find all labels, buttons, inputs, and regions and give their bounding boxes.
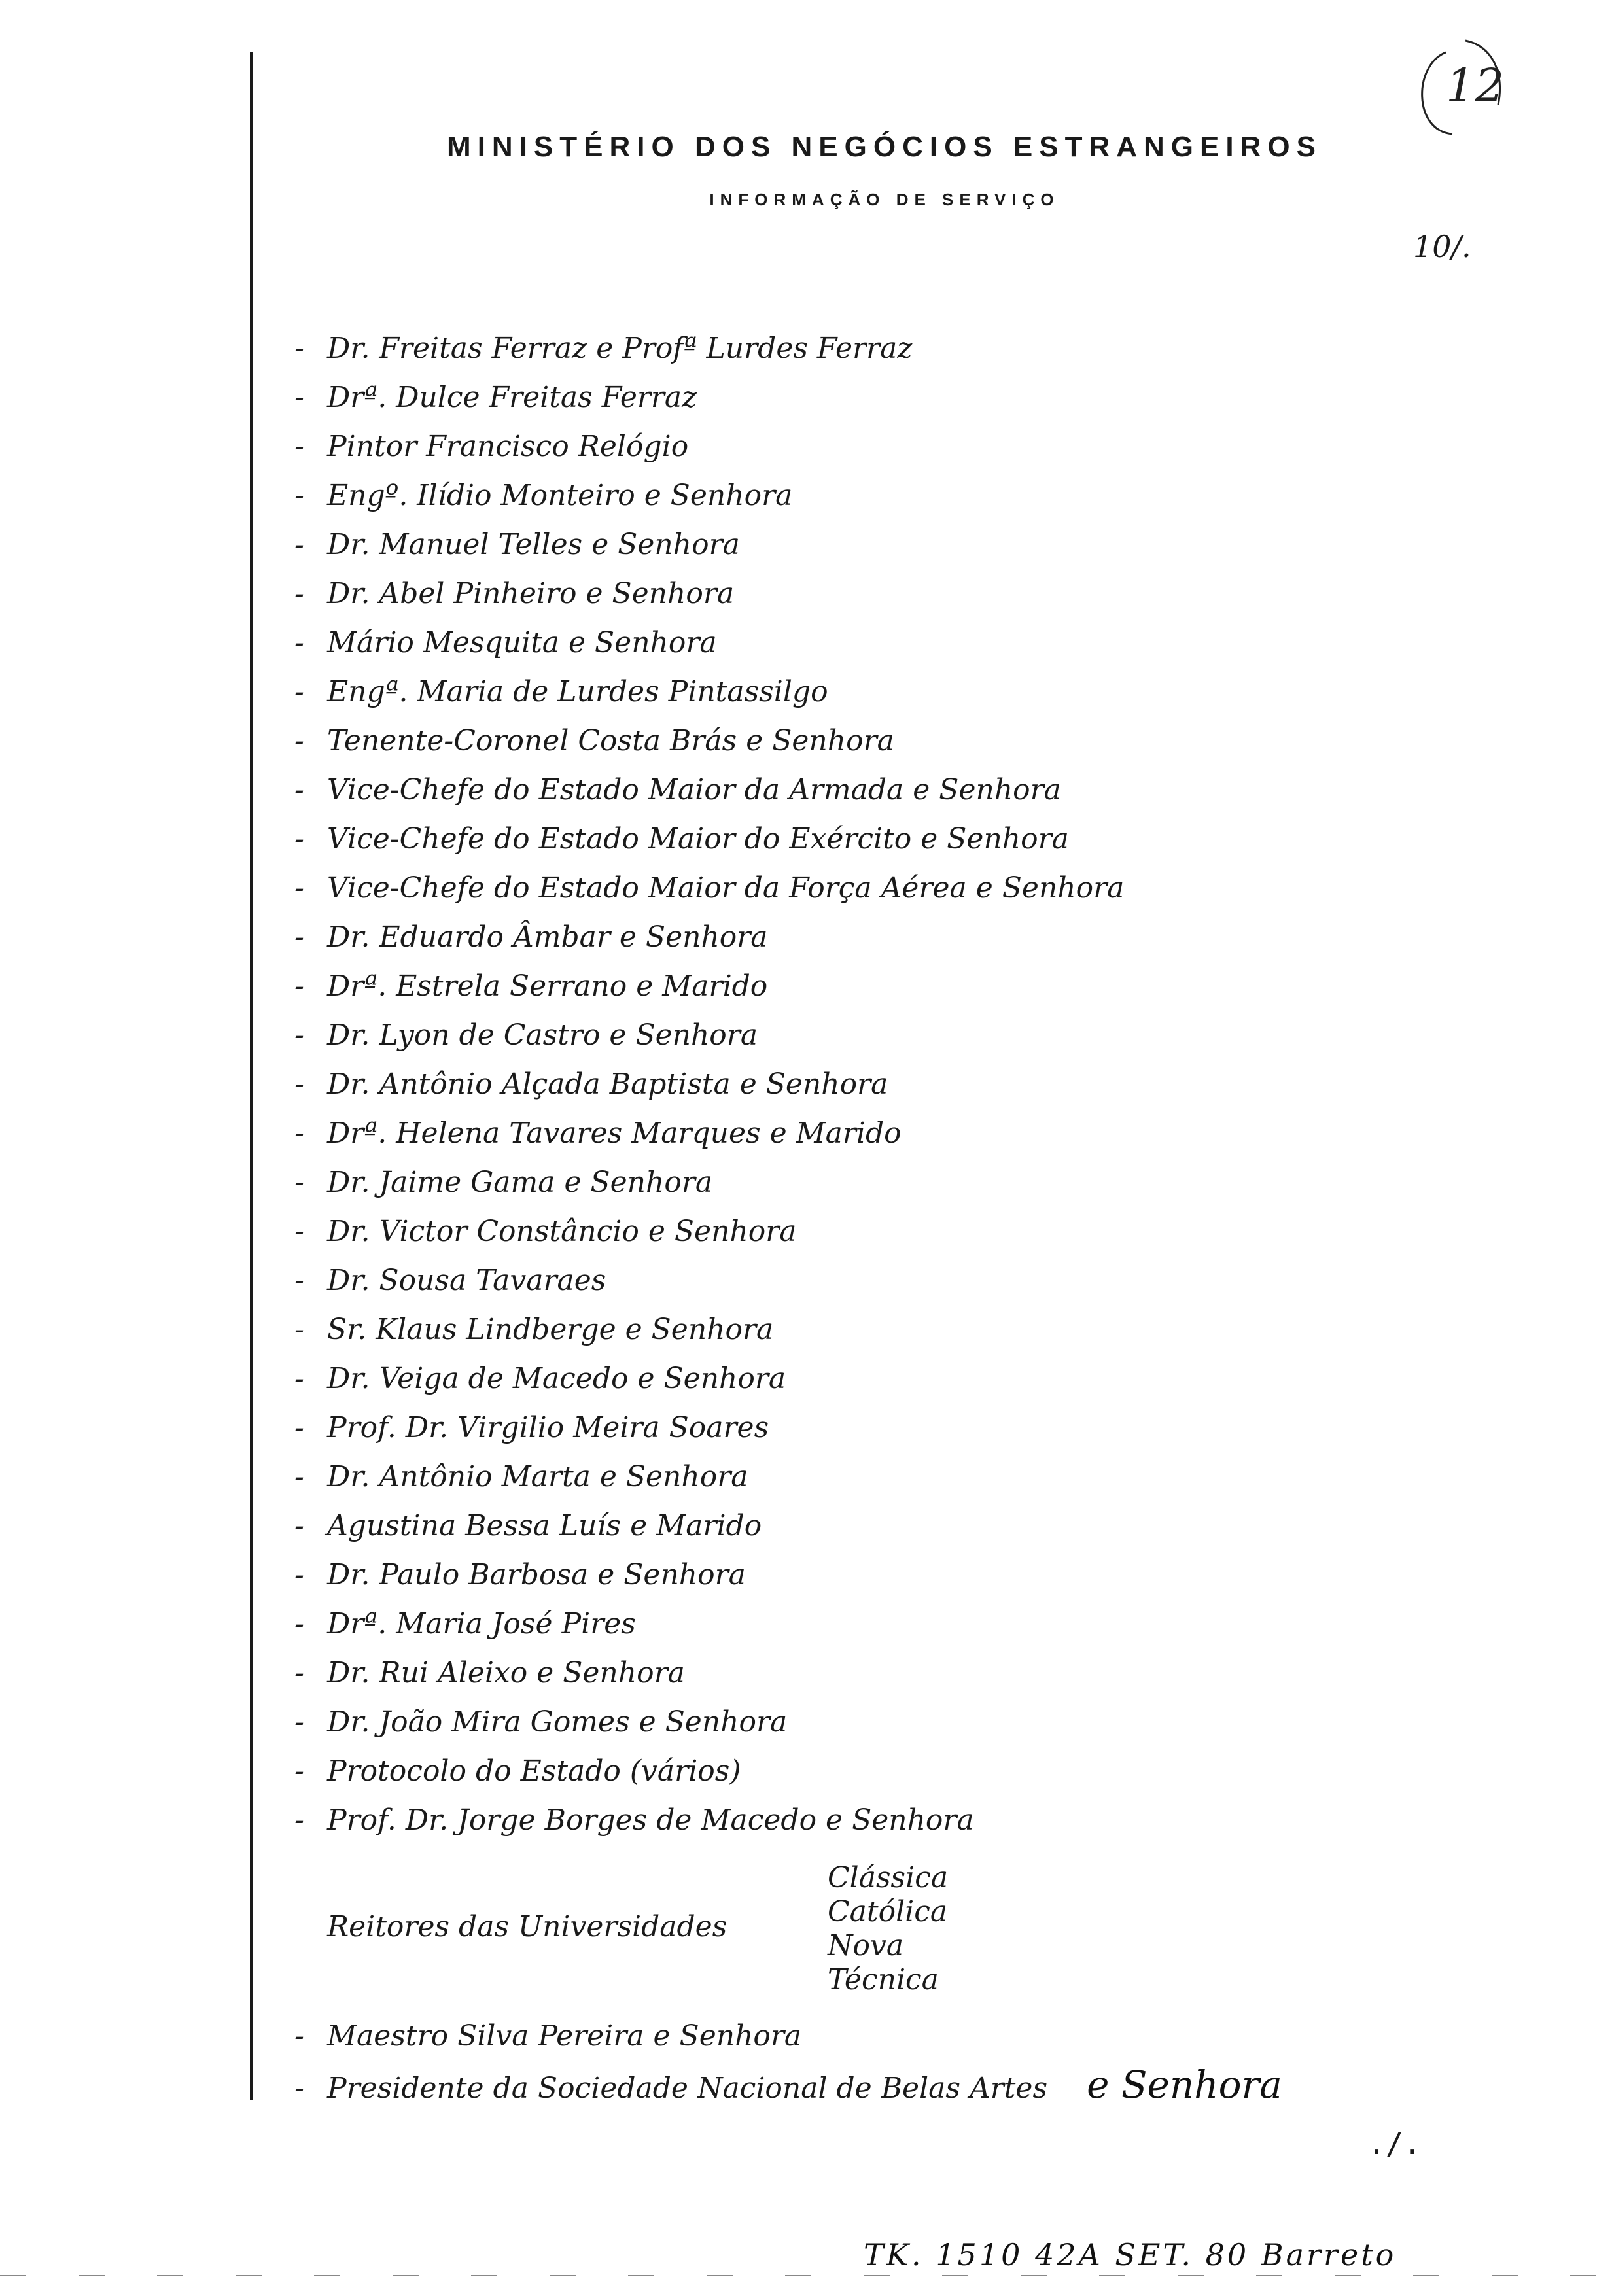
list-item: - Dr. Freitas Ferraz e Profª Lurdes Ferraz xyxy=(294,332,913,365)
list-item: - Dr. Antônio Marta e Senhora xyxy=(294,1460,748,1493)
list-item: - Engº. Ilídio Monteiro e Senhora xyxy=(294,479,793,512)
list-item: - Dr. Abel Pinheiro e Senhora xyxy=(294,577,735,610)
list-item: - Sr. Klaus Lindberge e Senhora xyxy=(294,1313,774,1346)
list-item: - Dr. João Mira Gomes e Senhora xyxy=(294,1705,788,1739)
university-item: Católica xyxy=(828,1895,948,1928)
list-item: - Dr. Paulo Barbosa e Senhora xyxy=(294,1558,746,1592)
ministry-title: MINISTÉRIO DOS NEGÓCIOS ESTRANGEIROS xyxy=(447,131,1322,163)
list-item: - Pintor Francisco Relógio xyxy=(294,430,689,463)
continuation-mark: ./. xyxy=(1367,2126,1422,2161)
list-item: - Dr. Eduardo Âmbar e Senhora xyxy=(294,920,768,954)
folio-mark-circle xyxy=(1407,33,1511,144)
list-item: - Protocolo do Estado (vários) xyxy=(294,1754,741,1788)
list-item: - Dr. Veiga de Macedo e Senhora xyxy=(294,1362,786,1395)
folio-number: 12 xyxy=(1446,59,1505,113)
list-item: - Vice-Chefe do Estado Maior da Armada e Senhora xyxy=(294,773,1061,807)
list-item: - Tenente-Coronel Costa Brás e Senhora xyxy=(294,724,894,757)
list-item: - Prof. Dr. Jorge Borges de Macedo e Senhora xyxy=(294,1803,974,1837)
list-item: - Dr. Jaime Gama e Senhora xyxy=(294,1166,713,1199)
university-item: Clássica xyxy=(828,1861,949,1894)
list-item: - Dr. Rui Aleixo e Senhora xyxy=(294,1656,685,1690)
list-item: - Agustina Bessa Luís e Marido xyxy=(294,1509,762,1542)
list-item: - Drª. Estrela Serrano e Marido xyxy=(294,969,768,1003)
archive-reference: TK. 1510 42A SET. 80 Barreto xyxy=(864,2237,1397,2272)
list-item: - Mário Mesquita e Senhora xyxy=(294,626,717,659)
university-item: Nova xyxy=(828,1929,904,1962)
list-item: - Dr. Victor Constâncio e Senhora xyxy=(294,1215,797,1248)
list-item: - Drª. Helena Tavares Marques e Marido xyxy=(294,1117,902,1150)
list-item: - Engª. Maria de Lurdes Pintassilgo xyxy=(294,675,828,708)
scan-edge xyxy=(0,2275,1612,2276)
list-item: - Drª. Dulce Freitas Ferraz xyxy=(294,381,697,414)
universities-label: Reitores das Universidades xyxy=(327,1910,727,1943)
list-item: - Dr. Manuel Telles e Senhora xyxy=(294,528,740,561)
guest-list xyxy=(294,324,1124,1845)
handwritten-addition: e Senhora xyxy=(1087,2062,1282,2107)
list-item: - Vice-Chefe do Estado Maior do Exército e Senhora xyxy=(294,822,1069,856)
list-item: - Drª. Maria José Pires xyxy=(294,1607,636,1641)
list-item: - Dr. Sousa Tavaraes xyxy=(294,1264,606,1297)
page-number: 10/. xyxy=(1413,229,1471,264)
universities-list xyxy=(828,1861,948,1997)
list-item: - Presidente da Sociedade Nacional de Belas Artes e Senhora xyxy=(294,2062,1282,2107)
university-item: Técnica xyxy=(828,1963,939,1996)
list-item: - Maestro Silva Pereira e Senhora xyxy=(294,2019,802,2053)
list-item: - Dr. Antônio Alçada Baptista e Senhora xyxy=(294,1068,888,1101)
list-item: - Prof. Dr. Virgilio Meira Soares xyxy=(294,1411,769,1444)
margin-line xyxy=(250,52,253,2100)
list-item: - Dr. Lyon de Castro e Senhora xyxy=(294,1018,758,1052)
list-item: - Vice-Chefe do Estado Maior da Força Aérea e Senhora xyxy=(294,871,1125,905)
document-subtitle: INFORMAÇÃO DE SERVIÇO xyxy=(709,190,1060,209)
guest-list-continued xyxy=(294,2011,1282,2110)
